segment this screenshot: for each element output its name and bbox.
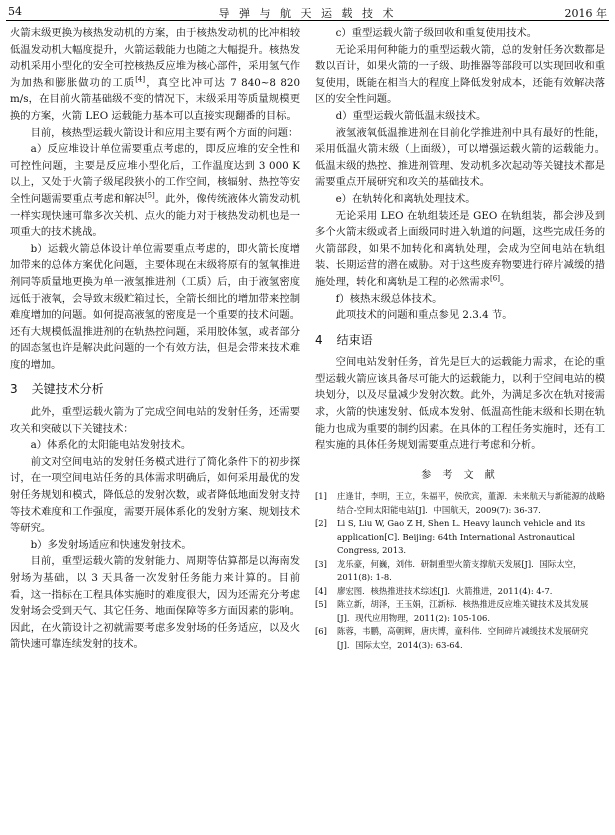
reference-item: [4] 廖宏图．核热推进技术综述[J]．火箭推进，2011(4): 4-7. [315,585,553,596]
paragraph: 无论采用 LEO 在轨组装还是 GEO 在轨组装，都会涉及到多个火箭末级或者上面级同时进入轨道的问题，这些完成任务的火箭部段，如果不加转化和离轨处理，会成为空间电站在轨组装、长期运营的潜在威胁。对于这些废弃物要进行碎片减缓的措施处理，转化和离轨是工程的必然需求[6]。 [315,209,605,288]
citation[interactable]: [6] [490,274,500,283]
reference-list [315,490,605,652]
references-title: 参 考 文 献 [421,469,499,481]
paragraph: e）在轨转化和离轨处理技术。 [335,192,476,205]
page-number: 54 [8,5,22,18]
paragraph: b）运载火箭总体设计单位需要重点考虑的，即火箭长度增加带来的总体方案优化问题，主要体现在末级将原有的氢氧推进剂同等质量地更换为单一液氢推进剂（工质）后，由于液氢密度远低于液氧，会导致末级贮箱过长，全箭长细比的增加带来控制难度增加的问题。如何提高液氢的密度是一个重要的技术问题。还有大规模低温推进剂的在轨热控问题，采用胶体氢，或者部分的固态氢也许是解决此问题的一个有效方法，但是会带来技术难度的增加。 [10,242,300,371]
paragraph: f）核热末级总体技术。 [335,292,443,305]
paragraph: 此外，重型运载火箭为了完成空间电站的发射任务，还需要攻关和突破以下关键技术： [10,406,300,435]
journal-title: 导 弹 与 航 天 运 载 技 术 [218,7,397,20]
journal-year: 2016 年 [564,7,607,20]
paragraph: a）反应堆设计单位需要重点考虑的，即反应堆的安全性和可控性问题，主要是反应堆小型化后，工作温度达到 3 000 K 以上，又处于火箭子级尾段狭小的工作空间，核辐射、热控等安全性问题需要重点考虑和解决[5]。此外，像传统液体火箭发动机一样实现快速可靠多次关机、点火的能力对于核热发动机也是一项重大的技术挑战。 [10,143,301,239]
paragraph: d）重型运载火箭低温末级技术。 [335,109,487,122]
citation[interactable]: [4] [135,75,146,84]
paragraph: b）多发射场适应和快速发射技术。 [30,538,192,551]
section-heading-3: 3 关键技术分析 [10,382,104,397]
paragraph: 火箭末级更换为核热发动机的方案，由于核热发动机的比冲相较低温发动机大幅度提升，火箭运载能力也随之大幅提升。核热发动机采用小型化的安全可控核热反应堆为核心部件，采用氢气作为加热和膨胀做功的工质[4]，真空比冲可达 7 840~8 820 m/s，在目前火箭基础级不变的情况下，末级采用等质量规模更换的方案，火箭 LEO 运载能力基本可以直接实现翻番的目标。 [10,27,300,122]
reference-item: [5] 陈立新，胡泽，王玉娟，江新标．核热推进反应堆关键技术及其发展[J]．现代应用物理，2011(2): 105-106. [315,599,589,623]
paragraph: 无论采用何种能力的重型运载火箭，总的发射任务次数都是数以百计，如果火箭的一子级、助推器等部段可以实现回收和重复使用，既能在相当大的程度上降低发射成本，还能有效解决落区的安全性问题。 [315,43,605,106]
paragraph: 前文对空间电站的发射任务模式进行了简化条件下的初步探讨，在一项空间电站任务的具体需求明确后，如何采用最优的发射任务规划和模式，降低总的发射次数，或者降低地面发射支持等技术难度和工作强度，需要开展体系化的发射方案、规划技术等研究。 [10,455,300,535]
paragraph: c）重型运载火箭子级回收和重复使用技术。 [335,27,538,39]
right-column [315,25,605,652]
paragraph: 液氢液氧低温推进剂在目前化学推进剂中具有最好的性能，采用低温火箭末级（上面级），可以增强运载火箭的运载能力。低温末级的热控、推进剂管理、发动机多次起动等关键技术都是需要重点开展研究和攻关的基础技术。 [315,126,605,189]
paragraph: 目前，核热型运载火箭设计和应用主要有两个方面的问题： [30,126,299,139]
paragraph: 目前，重型运载火箭的发射能力、周期等估算都是以海南发射场为基础，以 3 天具备一次发射任务能力来计算的。目前看，这一指标在工程具体实施时的难度很大，因为还需充分考虑发射场会受到天气、其它任务、地面保障等多方面因素的影响。因此，在火箭设计之初就需要考虑多发射场的任务适应，以及火箭快速可靠连续发射的技术。 [10,555,300,651]
paragraph: 空间电站发射任务，首先是巨大的运载能力需求，在论的重型运载火箭应该具备尽可能大的运载能力，以利于空间电站的模块划分，以及尽量减少发射次数。此外，为满足多次在轨对接需求，火箭的快速发射、低成本发射、低温高性能末级和长期在轨能力也成为重要的制约因素。在具体的工程任务实施时，还有工程实施的具体任务规划需要重点进行考虑和分析。 [315,356,605,452]
reference-item: [3] 龙乐豪，何巍，刘伟．研制重型火箭支撑航天发展[J]．国际太空，2011(8): 1-8. [315,558,582,583]
left-column [10,25,300,653]
header-rule [6,20,609,21]
reference-item: [1] 庄逢甘，李明，王立，朱福平，侯欣宾，董源．未来航天与新能源的战略结合-空间太阳能电站[J]．中国航天，2009(7): 36-37. [315,491,605,515]
reference-item: [6] 陈蓉，韦鹏，高朝辉，唐庆博，童科伟．空间碎片减缓技术发展研究[J]．国际太空，2014(3): 63-64. [315,626,589,650]
page-header [8,3,607,19]
citation[interactable]: [5] [144,191,155,200]
paragraph: a）体系化的太阳能电站发射技术。 [30,439,192,452]
paragraph: 此项技术的问题和重点参见 2.3.4 节。 [335,309,513,322]
section-heading-4: 4 结束语 [315,332,373,347]
reference-item: [2] Li S, Liu W, Gao Z H, Shen L. Heavy launch vehicle and its application[C]. Beijing: 64th International Astronautical Congress, 2013. [315,518,586,556]
